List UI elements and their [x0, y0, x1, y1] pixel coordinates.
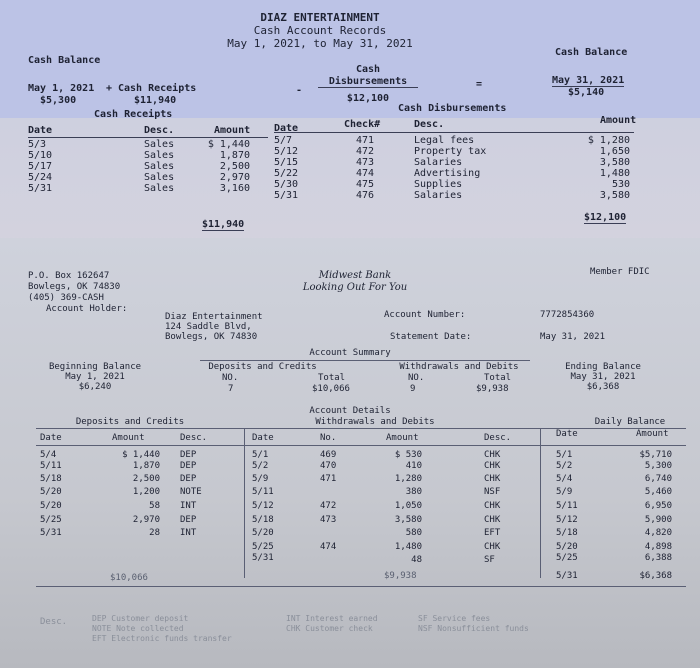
row-desc: Sales — [144, 161, 175, 172]
row-desc: Sales — [144, 183, 175, 194]
member-fdic: Member FDIC — [590, 267, 650, 277]
row-desc: Sales — [144, 139, 175, 150]
withdrawals-total-label: Total — [484, 373, 512, 383]
row-amount: 2,500 — [132, 474, 160, 484]
row-amount: 4,820 — [644, 528, 672, 538]
cash-receipts-subheader: Cash Receipts — [94, 109, 173, 120]
wd-amount: 580 — [405, 528, 422, 538]
cash-disbursements-header — [318, 65, 418, 88]
summary-rule — [200, 360, 530, 361]
holder-line: Diaz Entertainment — [165, 312, 263, 322]
account-holder-label: Account Holder: — [46, 304, 128, 314]
wd-number: 472 — [320, 501, 337, 511]
row-date: 5/25 — [40, 515, 62, 525]
row-date: 5/25 — [556, 553, 578, 563]
row-amount: 6,740 — [644, 474, 672, 484]
beginning-balance-block — [40, 362, 150, 392]
wd-col-desc: Desc. — [484, 433, 512, 443]
disbursements-total-header: $12,100 — [346, 93, 390, 104]
wd-amount: 3,580 — [394, 515, 422, 525]
row-amount: 5,300 — [644, 461, 672, 471]
row-amount: 2,970 — [132, 515, 160, 525]
row-desc: Advertising — [414, 168, 481, 179]
cash-word: Cash — [355, 64, 381, 75]
legend-block-1 — [92, 614, 232, 644]
cash-balance-right-label: Cash Balance — [555, 47, 628, 58]
dep-col-desc: Desc. — [180, 433, 208, 443]
legend-item: SF Service fees — [418, 614, 491, 623]
receipts-total: $11,940 — [202, 219, 245, 230]
ending-balance-date: May 31, 2021 — [570, 372, 636, 382]
row-amount: 58 — [149, 501, 160, 511]
row-amount: 2,500 — [219, 161, 250, 172]
holder-line: 124 Saddle Blvd, — [165, 322, 252, 332]
row-desc: DEP — [180, 450, 197, 460]
legend-item: NOTE Note collected — [92, 624, 184, 633]
row-amount: 28 — [149, 528, 160, 538]
divider — [540, 428, 541, 578]
wd-number: 474 — [320, 542, 337, 552]
wd-col-date: Date — [252, 433, 274, 443]
deposits-credits-title: Deposits and Credits — [75, 417, 185, 427]
receipts-table — [28, 120, 268, 210]
account-number: 7772854360 — [540, 310, 595, 320]
deposits-total: $10,066 — [312, 384, 350, 394]
row-date: 5/17 — [28, 161, 53, 172]
row-desc: INT — [180, 528, 197, 538]
wd-amount: $ 530 — [394, 450, 422, 460]
divider — [244, 428, 245, 578]
row-amount: 4,898 — [644, 542, 672, 552]
row-desc: DEP — [180, 515, 197, 525]
company-name: DIAZ ENTERTAINMENT — [260, 11, 380, 24]
legend-block-3 — [418, 614, 529, 634]
row-desc: Sales — [144, 172, 175, 183]
wd-number: 470 — [320, 461, 337, 471]
row-date: 5/10 — [28, 150, 53, 161]
row-amount: 1,480 — [599, 168, 630, 179]
row-date: 5/12 — [556, 515, 578, 525]
deposits-credits-header: Deposits and Credits — [208, 362, 317, 372]
daily-col-amount: Amount — [636, 429, 669, 439]
daily-balance-title: Daily Balance — [594, 417, 666, 427]
wd-amount: 1,280 — [394, 474, 422, 484]
account-number-label: Account Number: — [384, 310, 466, 320]
row-date: 5/15 — [274, 157, 299, 168]
bank-slogan: Looking Out For You — [302, 282, 408, 293]
wd-date: 5/12 — [252, 501, 274, 511]
row-amount: 3,580 — [599, 190, 630, 201]
wd-date: 5/25 — [252, 542, 274, 552]
row-desc: Salaries — [414, 190, 463, 201]
bank-name: Midwest Bank — [318, 270, 392, 281]
legend-item: EFT Electronic funds transfer — [92, 634, 232, 643]
row-date: 5/18 — [40, 474, 62, 484]
row-amount: 1,200 — [132, 487, 160, 497]
row-check: 471 — [356, 135, 375, 146]
col-amount: Amount — [600, 115, 637, 126]
deposits-details-total: $10,066 — [110, 573, 148, 583]
legend-item: INT Interest earned — [286, 614, 378, 623]
row-desc: Salaries — [414, 157, 463, 168]
row-check: 476 — [356, 190, 375, 201]
legend-item: NSF Nonsufficient funds — [418, 624, 529, 633]
col-desc: Desc. — [144, 125, 175, 136]
deposits-total-label: Total — [318, 373, 346, 383]
cash-receipts-label: Cash Receipts — [118, 83, 197, 94]
statement-date: May 31, 2021 — [540, 332, 606, 342]
row-date: 5/2 — [556, 461, 573, 471]
beginning-balance-date: May 1, 2021 — [65, 372, 125, 382]
details-bottom-rule — [36, 586, 686, 587]
wd-desc: CHK — [484, 450, 501, 460]
wd-desc: CHK — [484, 461, 501, 471]
withdrawals-count: 9 — [410, 384, 416, 394]
row-amount: 530 — [611, 179, 630, 190]
deposits-no-label: NO. — [222, 373, 239, 383]
end-balance: $5,140 — [568, 87, 605, 98]
cash-balance-left-label: Cash Balance — [28, 55, 101, 66]
wd-amount: 1,480 — [394, 542, 422, 552]
legend-item: DEP Customer deposit — [92, 614, 189, 623]
wd-desc: CHK — [484, 542, 501, 552]
row-date: 5/24 — [28, 172, 53, 183]
legend-block-2 — [286, 614, 378, 634]
wd-date: 5/31 — [252, 553, 274, 563]
ending-balance-label: Ending Balance — [565, 362, 641, 372]
withdrawals-debits-title: Withdrawals and Debits — [315, 417, 435, 427]
row-amount: 1,650 — [599, 146, 630, 157]
row-amount: 3,580 — [599, 157, 630, 168]
wd-amount: 380 — [405, 487, 422, 497]
row-date: 5/9 — [556, 487, 573, 497]
col-date: Date — [274, 123, 299, 134]
row-desc: Sales — [144, 150, 175, 161]
row-check: 474 — [356, 168, 375, 179]
receipts-total-header: $11,940 — [134, 95, 177, 106]
deposits-count: 7 — [228, 384, 234, 394]
row-amount: 3,160 — [219, 183, 250, 194]
row-desc: Supplies — [414, 179, 463, 190]
row-date: 5/4 — [40, 450, 57, 460]
beginning-balance-label: Beginning Balance — [48, 362, 142, 372]
wd-desc: CHK — [484, 501, 501, 511]
details-header-rule-bottom — [36, 445, 686, 446]
legend-desc-label: Desc. — [40, 617, 68, 627]
row-date: 5/22 — [274, 168, 299, 179]
wd-date: 5/2 — [252, 461, 269, 471]
wd-date: 5/11 — [252, 487, 274, 497]
col-check: Check# — [344, 119, 381, 130]
row-amount: $5,710 — [639, 450, 672, 460]
legend-item: CHK Customer check — [286, 624, 373, 633]
wd-desc: SF — [484, 555, 495, 565]
wd-number: 473 — [320, 515, 337, 525]
row-amount: 6,388 — [644, 553, 672, 563]
wd-desc: CHK — [484, 515, 501, 525]
wd-col-no: No. — [320, 433, 337, 443]
row-date: 5/31 — [28, 183, 53, 194]
wd-desc: EFT — [484, 528, 501, 538]
row-amount: 1,870 — [219, 150, 250, 161]
ending-balance-block — [548, 362, 658, 392]
disbursements-header-rule — [274, 132, 634, 133]
col-desc: Desc. — [414, 119, 445, 130]
daily-col-date: Date — [556, 429, 578, 439]
row-check: 472 — [356, 146, 375, 157]
row-date: 5/11 — [40, 461, 62, 471]
ending-balance-amount: $6,368 — [586, 382, 620, 392]
plus-sign: + — [106, 83, 113, 94]
disbursements-word: Disbursements — [318, 77, 418, 88]
row-date: 5/31 — [556, 571, 578, 581]
dep-col-amount: Amount — [112, 433, 145, 443]
row-date: 5/31 — [274, 190, 299, 201]
receipts-header-rule — [28, 137, 268, 138]
holder-line: Bowlegs, OK 74830 — [165, 332, 258, 342]
withdrawals-debits-header: Withdrawals and Debits — [399, 362, 519, 372]
row-date: 5/11 — [556, 501, 578, 511]
row-check: 473 — [356, 157, 375, 168]
row-desc: INT — [180, 501, 197, 511]
dep-col-date: Date — [40, 433, 62, 443]
wd-number: 469 — [320, 450, 337, 460]
withdrawals-details-total: $9,938 — [384, 571, 417, 581]
address-line: (405) 369-CASH — [28, 293, 104, 303]
wd-amount: 410 — [405, 461, 422, 471]
withdrawals-total: $9,938 — [476, 384, 509, 394]
wd-desc: NSF — [484, 487, 501, 497]
wd-col-amount: Amount — [386, 433, 419, 443]
col-amount: Amount — [214, 125, 251, 136]
account-holder — [165, 312, 263, 342]
row-amount: 5,460 — [644, 487, 672, 497]
wd-amount: 1,050 — [394, 501, 422, 511]
minus-sign: - — [296, 85, 303, 96]
wd-date: 5/1 — [252, 450, 269, 460]
cash-disbursements-subheader: Cash Disbursements — [398, 103, 507, 114]
row-desc: Legal fees — [414, 135, 475, 146]
records-title: Cash Account Records — [253, 24, 387, 37]
disbursements-total: $12,100 — [584, 212, 627, 223]
beginning-balance-amount: $6,240 — [78, 382, 112, 392]
row-date: 5/1 — [556, 450, 573, 460]
row-amount: $ 1,440 — [122, 450, 160, 460]
details-header-rule-top — [36, 428, 686, 429]
row-date: 5/12 — [274, 146, 299, 157]
row-amount: $6,368 — [639, 571, 672, 581]
equals-sign: = — [476, 79, 483, 90]
row-date: 5/18 — [556, 528, 578, 538]
end-date: May 31, 2021 — [552, 75, 625, 86]
row-desc: DEP — [180, 474, 197, 484]
row-date: 5/30 — [274, 179, 299, 190]
row-amount: 6,950 — [644, 501, 672, 511]
withdrawals-no-label: NO. — [408, 373, 425, 383]
address-line: Bowlegs, OK 74830 — [28, 282, 121, 292]
row-date: 5/31 — [40, 528, 62, 538]
row-date: 5/7 — [274, 135, 293, 146]
row-amount: 1,870 — [132, 461, 160, 471]
wd-date: 5/9 — [252, 474, 269, 484]
wd-desc: CHK — [484, 474, 501, 484]
wd-amount: 48 — [411, 555, 422, 565]
row-amount: 2,970 — [219, 172, 250, 183]
row-desc: DEP — [180, 461, 197, 471]
address-line: P.O. Box 162647 — [28, 271, 110, 281]
row-date: 5/20 — [40, 501, 62, 511]
wd-date: 5/18 — [252, 515, 274, 525]
col-date: Date — [28, 125, 53, 136]
wd-date: 5/20 — [252, 528, 274, 538]
begin-balance: $5,300 — [40, 95, 77, 106]
row-date: 5/3 — [28, 139, 47, 150]
account-details-title: Account Details — [309, 406, 391, 416]
row-date: 5/20 — [40, 487, 62, 497]
disbursements-table — [274, 115, 637, 230]
begin-date: May 1, 2021 — [28, 83, 95, 94]
row-amount: 5,900 — [644, 515, 672, 525]
bank-address — [28, 271, 127, 315]
row-desc: NOTE — [180, 487, 202, 497]
row-check: 475 — [356, 179, 375, 190]
row-amount: $ 1,280 — [587, 135, 630, 146]
row-desc: Property tax — [414, 146, 487, 157]
account-summary-title: Account Summary — [309, 348, 391, 358]
wd-number: 471 — [320, 474, 337, 484]
records-period: May 1, 2021, to May 31, 2021 — [227, 37, 413, 50]
row-date: 5/4 — [556, 474, 573, 484]
row-amount: $ 1,440 — [207, 139, 250, 150]
row-date: 5/20 — [556, 542, 578, 552]
statement-date-label: Statement Date: — [390, 332, 472, 342]
